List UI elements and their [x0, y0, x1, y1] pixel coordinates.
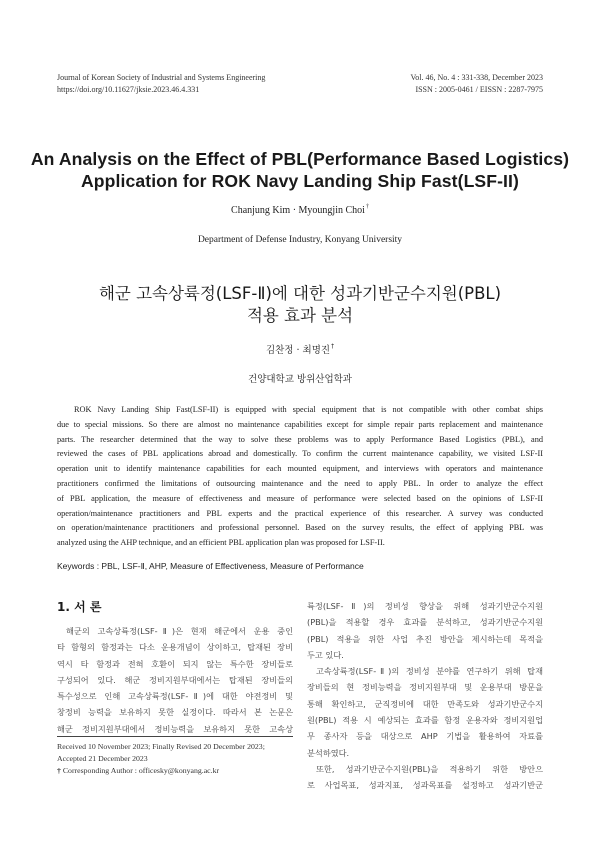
keywords-text: : PBL, LSF-Ⅱ, AHP, Measure of Effectiveness, Measure of Performance [94, 561, 364, 571]
abstract-line: analyzed using the AHP technique, and an efficient PBL application plan was proposed for LSF-II. [57, 538, 385, 548]
volume-info: Vol. 46, No. 4 : 331-338, December 2023 [410, 73, 543, 82]
abstract-line: parts. The researcher determined that the way to solve these problems was to apply Performance Based Logistics (PBL), and [57, 434, 543, 444]
english-title-line: Application for ROK Navy Landing Ship Fast(LSF-II) [80, 171, 519, 191]
doi-link[interactable]: https://doi.org/10.11627/jksie.2023.46.4.331 [57, 84, 200, 94]
english-author-names: Chanjung Kim · Myoungjin Choi [231, 205, 365, 216]
corresponding-mark: † [365, 204, 369, 210]
body-line: 또한, 성과기반군수지원(PBL)을 적용하기 위한 방안으 [316, 763, 543, 774]
dagger-mark: † [57, 766, 61, 775]
korean-authors [0, 342, 600, 356]
body-line: 분석하였다. [307, 747, 350, 758]
korean-author-names: 김찬정 · 최명진 [265, 345, 331, 356]
abstract [57, 403, 543, 551]
footnote-divider [57, 736, 293, 737]
keywords-label: Keywords [57, 561, 95, 571]
body-line: 장비들의 현 정비능력을 정비지원부대 및 운용부대 방문을 [307, 682, 543, 693]
abstract-line: reviewed the cases of PBL applications abroad and domestically. To confirm the current maintenance capability, we visited LSF-II [57, 449, 543, 459]
korean-affiliation: 건양대학교 방위산업학과 [248, 374, 352, 385]
body-line: 특수성으로 인해 고속상륙정(LSF-Ⅱ)에 대한 야전정비 및 [57, 691, 293, 702]
received-date: Received 10 November 2023; Finally Revised 20 December 2023; [57, 742, 265, 751]
abstract-line: due to special missions. So there are almost no maintenance capabilities except for simple repair parts replacement and maintenance [57, 419, 543, 429]
body-column-left [57, 623, 293, 737]
accepted-date: Accepted 21 December 2023 [57, 754, 148, 763]
journal-name: Journal of Korean Society of Industrial and Systems Engineering [57, 73, 266, 82]
abstract-line: ROK Navy Landing Ship Fast(LSF-II) is equipped with special equipment that is not compatible with other combat ships [74, 405, 543, 414]
body-line: 타 함형의 함정과는 다소 운용개념이 상이하고, 탑재된 장비 [57, 642, 293, 653]
body-column-right [307, 598, 543, 794]
body-line: 원(PBL) 적용 시 예상되는 효과를 함정 운용자와 정비지원업 [307, 715, 543, 726]
issn-info: ISSN : 2005-0461 / EISSN : 2287-7975 [415, 84, 543, 94]
keywords [57, 561, 364, 572]
abstract-line: operation/maintenance practitioners and PBL experts and the practical experience of this researcher. A survey was conducted [57, 508, 543, 518]
abstract-line: practitioners confirmed the limitations of outsourcing maintenance and the need to apply PBL. In order to analyze the effect [57, 478, 543, 488]
body-line: 무 종사자 등을 대상으로 AHP 기법을 활용하여 자료를 [307, 731, 543, 742]
corresponding-mark: † [331, 343, 335, 350]
abstract-line: operation unit to identify maintenance capabilities for each mounted equipment, and interviews with operators and maintenance [57, 464, 543, 474]
corresponding-author [57, 765, 297, 777]
body-line: 해군 정비지원부대에서 정비능력을 보유하지 못한 고속상 [57, 723, 293, 734]
section-heading-introduction: 1. 서 론 [57, 600, 102, 614]
body-line: 통해 확인하고, 군직정비에 대한 만족도와 성과기반군수지 [307, 698, 543, 709]
body-line: 구성되어 있다. 해군 정비지원부대에서는 탑재된 장비들의 [57, 674, 293, 685]
body-line: 륙정(LSF-Ⅱ)의 정비성 향상을 위해 성과기반군수지원 [307, 601, 543, 611]
corresponding-author-text[interactable]: Corresponding Author : officesky@konyang.ac.kr [60, 766, 220, 775]
body-line: 두고 있다. [307, 649, 344, 660]
body-line: (PBL)을 적용할 경우 효과를 분석하고, 성과기반군수지원 [307, 617, 543, 628]
body-line: 해군의 고속상륙정(LSF-Ⅱ)은 현재 해군에서 운용 중인 [66, 626, 293, 636]
korean-title [0, 283, 600, 327]
abstract-line: of PBL application, the measure of effectiveness and measure of performance were selected based on the opinions of LSF-II [57, 493, 543, 503]
english-authors [0, 204, 600, 216]
english-title [0, 148, 600, 192]
journal-header-right [411, 72, 544, 95]
body-line: 고속상륙정(LSF-Ⅱ)의 정비성 분야를 연구하기 위해 탑재 [316, 666, 543, 677]
footnote [57, 741, 297, 777]
body-line: 역시 타 함정과 전혀 호환이 되지 않는 특수한 장비들로 [57, 658, 293, 669]
korean-title-line: 적용 효과 분석 [246, 306, 354, 325]
korean-title-line: 해군 고속상륙정(LSF-Ⅱ)에 대한 성과기반군수지원(PBL) [98, 284, 502, 303]
english-affiliation: Department of Defense Industry, Konyang University [197, 235, 403, 245]
journal-header-left [57, 72, 265, 95]
body-line: (PBL) 적용을 위한 사업 추진 방안을 제시하는데 목적을 [307, 633, 543, 644]
body-line: 로 사업목표, 성과지표, 성과목표를 설정하고 성과기반군 [307, 780, 543, 791]
body-line: 창정비 능력을 보유하지 못한 실정이다. 따라서 본 논문은 [57, 707, 293, 718]
abstract-line: on operation/maintenance practitioners and professional personnel. Based on the survey results, the effect of applying PBL was [57, 523, 543, 533]
english-title-line: An Analysis on the Effect of PBL(Performance Based Logistics) [30, 149, 570, 169]
